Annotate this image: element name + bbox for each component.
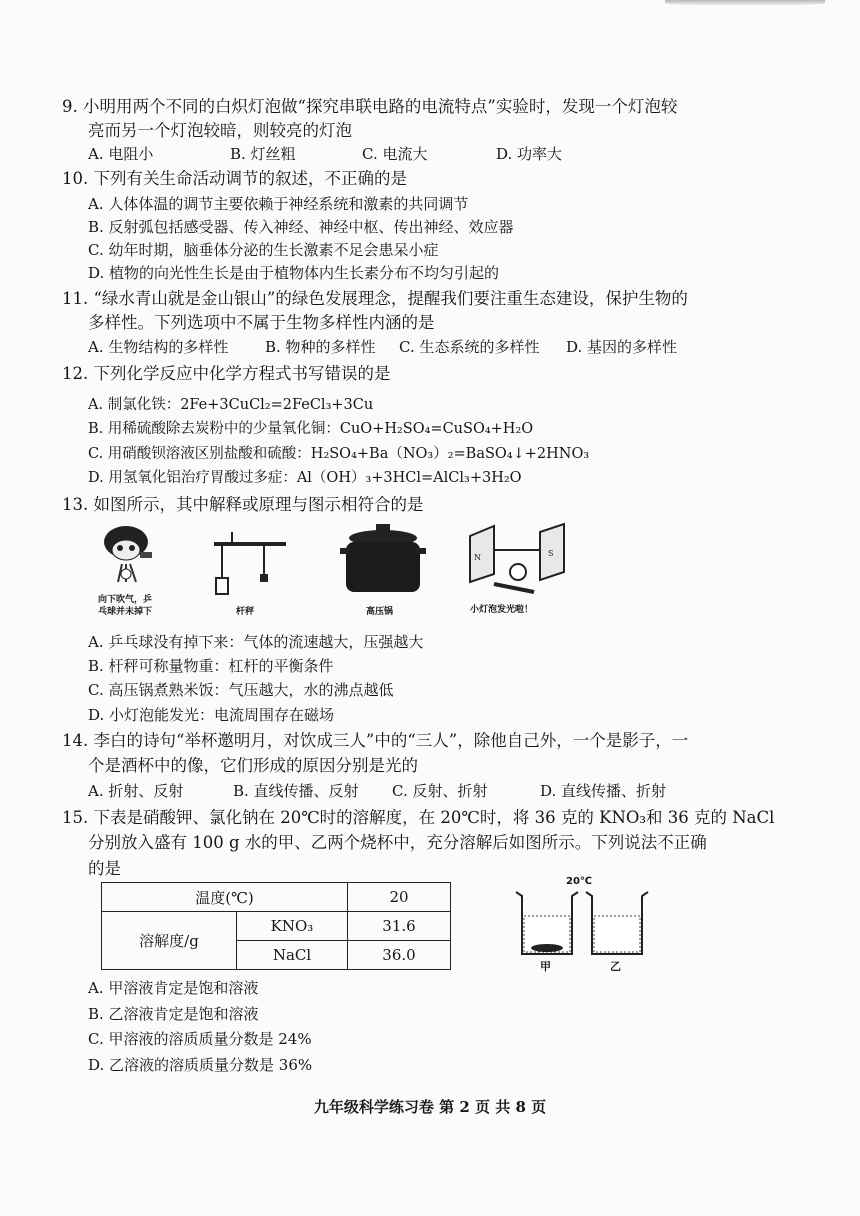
- q13-option-a: A. 乒乓球没有掉下来：气体的流速越大，压强越大: [88, 633, 424, 651]
- pressure-cooker-figure: [340, 522, 426, 602]
- table-row-kno3-value: 31.6: [348, 912, 451, 941]
- q14-option-d: D. 直线传播、折射: [540, 782, 667, 800]
- q15-stem-line1: 15. 下表是硝酸钾、氯化钠在 20℃时的溶解度，在 20℃时，将 36 克的 KNO₃和 36 克的 NaCl: [62, 808, 775, 827]
- q12-option-b: B. 用稀硫酸除去炭粉中的少量氧化铜：CuO+H₂SO₄=CuSO₄+H₂O: [88, 421, 534, 437]
- steelyard-figure: [210, 530, 290, 602]
- scan-artifact: [665, 0, 825, 6]
- q13-option-d: D. 小灯泡能发光：电流周围存在磁场: [88, 706, 335, 724]
- q14-stem-line2: 个是酒杯中的像，它们形成的原因分别是光的: [88, 756, 418, 775]
- q11-option-b: B. 物种的多样性: [265, 338, 376, 356]
- steelyard-caption: 杆秤: [236, 607, 255, 617]
- bulb-generator-figure: [464, 520, 568, 600]
- q10-stem: 10. 下列有关生命活动调节的叙述，不正确的是: [62, 169, 407, 188]
- q10-option-a: A. 人体体温的调节主要依赖于神经系统和激素的共同调节: [88, 195, 469, 213]
- q15-option-d: D. 乙溶液的溶质质量分数是 36%: [88, 1056, 313, 1074]
- q12-option-a: A. 制氯化铁：2Fe+3CuCl₂=2FeCl₃+3Cu: [88, 397, 374, 413]
- q12-stem: 12. 下列化学反应中化学方程式书写错误的是: [62, 364, 391, 383]
- ping-pong-figure: [96, 524, 176, 594]
- solubility-table: [101, 882, 451, 970]
- q15-stem-line2: 分别放入盛有 100 g 水的甲、乙两个烧杯中，充分溶解后如图所示。下列说法不正确: [88, 833, 707, 852]
- q11-option-c: C. 生态系统的多样性: [399, 338, 540, 356]
- pressure-cooker-caption: 高压锅: [366, 607, 394, 617]
- q9-option-a: A. 电阻小: [88, 145, 154, 163]
- q14-option-a: A. 折射、反射: [88, 782, 184, 800]
- table-header-value: 20: [348, 883, 451, 912]
- beakers-figure: [514, 888, 654, 962]
- q14-option-b: B. 直线传播、反射: [233, 782, 359, 800]
- q11-option-d: D. 基因的多样性: [566, 338, 678, 356]
- q11-option-a: A. 生物结构的多样性: [88, 338, 229, 356]
- q15-stem-line3: 的是: [88, 859, 121, 878]
- table-row-nacl-value: 36.0: [348, 941, 451, 970]
- q14-option-c: C. 反射、折射: [392, 782, 488, 800]
- q10-option-b: B. 反射弧包括感受器、传入神经、神经中枢、传出神经、效应器: [88, 218, 514, 236]
- q15-option-b: B. 乙溶液肯定是饱和溶液: [88, 1005, 259, 1023]
- q14-stem-line1: 14. 李白的诗句“举杯邀明月，对饮成三人”中的“三人”，除他自己外，一个是影子，一: [62, 731, 689, 750]
- beaker-yi-label: 乙: [610, 960, 621, 973]
- table-row-nacl-name: NaCl: [237, 941, 348, 970]
- page-footer: 九年级科学练习卷 第 2 页 共 8 页: [313, 1098, 547, 1116]
- q12-option-d: D. 用氢氧化铝治疗胃酸过多症：Al（OH）₃+3HCl=AlCl₃+3H₂O: [88, 470, 522, 486]
- q9-option-c: C. 电流大: [362, 145, 428, 163]
- q13-option-c: C. 高压锅煮熟米饭：气压越大，水的沸点越低: [88, 681, 394, 699]
- q9-stem-line2: 亮而另一个灯泡较暗，则较亮的灯泡: [88, 121, 352, 140]
- q10-option-d: D. 植物的向光性生长是由于植物体内生长素分布不均匀引起的: [88, 264, 500, 282]
- q15-option-c: C. 甲溶液的溶质质量分数是 24%: [88, 1030, 312, 1048]
- q9-option-d: D. 功率大: [496, 145, 563, 163]
- svg-text:N: N: [474, 553, 481, 562]
- beaker-jia-label: 甲: [540, 960, 551, 973]
- ping-pong-caption-2: 乓球并未掉下: [98, 607, 153, 617]
- beaker-temperature-label: 20℃: [566, 876, 593, 887]
- q15-option-a: A. 甲溶液肯定是饱和溶液: [88, 979, 259, 997]
- q12-option-c: C. 用硝酸钡溶液区别盐酸和硫酸：H₂SO₄+Ba（NO₃）₂=BaSO₄↓+2HNO₃: [88, 446, 590, 462]
- q13-stem: 13. 如图所示，其中解释或原理与图示相符合的是: [62, 495, 424, 514]
- ping-pong-caption-1: 向下吹气，乒: [98, 595, 153, 605]
- q11-stem-line1: 11. “绿水青山就是金山银山”的绿色发展理念，提醒我们要注重生态建设，保护生物的: [62, 289, 688, 308]
- q9-option-b: B. 灯丝粗: [230, 145, 296, 163]
- table-solubility-label: 溶解度/g: [102, 912, 237, 970]
- bulb-caption: 小灯泡发光啦！: [470, 605, 534, 615]
- table-row-kno3-name: KNO₃: [237, 912, 348, 941]
- q11-stem-line2: 多样性。下列选项中不属于生物多样性内涵的是: [88, 313, 435, 332]
- q13-option-b: B. 杆秤可称量物重：杠杆的平衡条件: [88, 657, 334, 675]
- q9-stem-line1: 9. 小明用两个不同的白炽灯泡做“探究串联电路的电流特点”实验时，发现一个灯泡较: [62, 97, 678, 116]
- svg-text:S: S: [548, 549, 554, 558]
- q10-option-c: C. 幼年时期，脑垂体分泌的生长激素不足会患呆小症: [88, 241, 439, 259]
- table-header-temperature: 温度(℃): [102, 883, 348, 912]
